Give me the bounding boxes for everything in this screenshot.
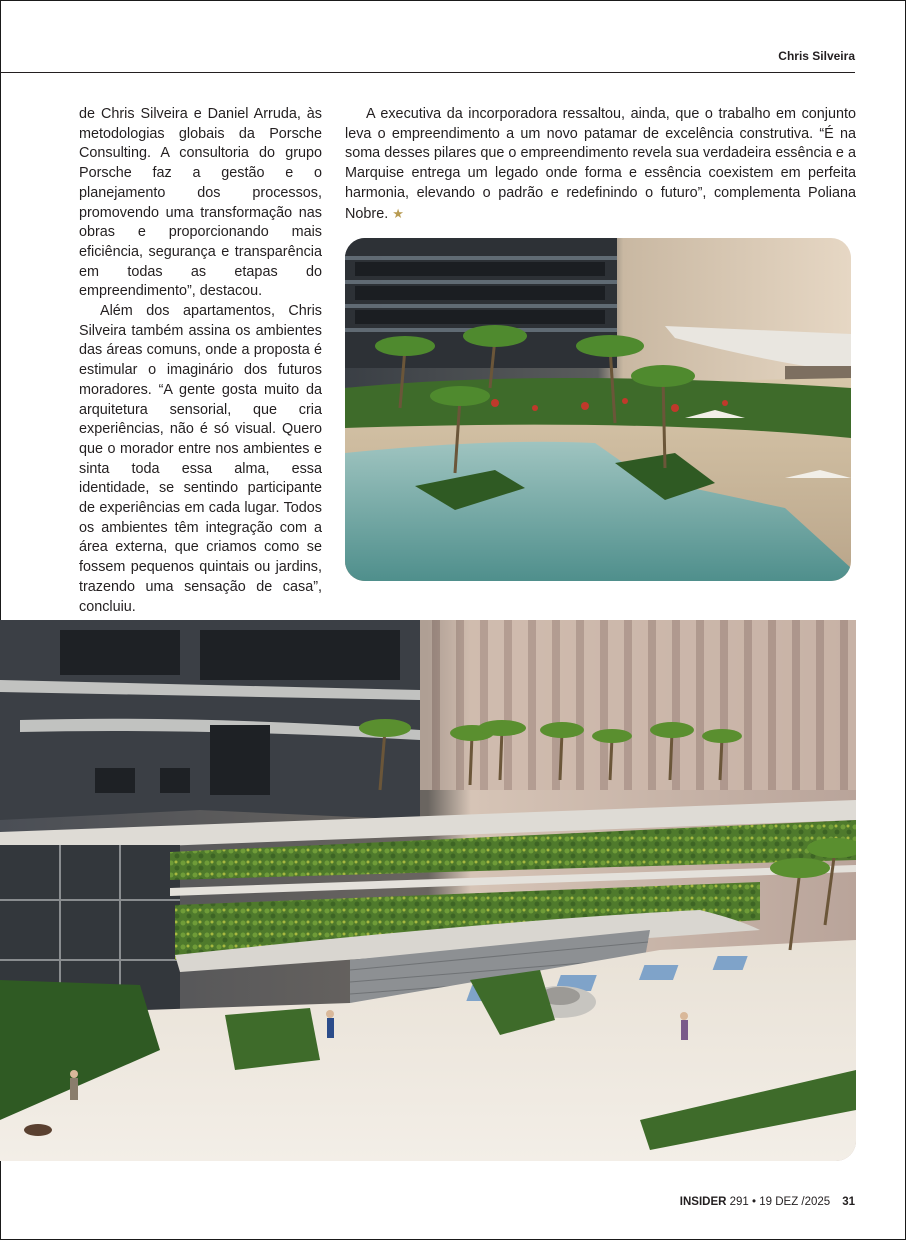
footer-issue: 291 • 19 DEZ /2025 [726,1196,831,1208]
photo-facade-model [0,620,856,1161]
photo-facade-model-image [0,620,856,1161]
header-author: Chris Silveira [778,49,855,63]
photo-pool-model-image [345,238,851,581]
left-paragraph-1: de Chris Silveira e Daniel Arruda, às metodologias globais da Porsche Consulting. A consultoria do grupo Porsche faz a gestão e o planejamento dos processos, promovendo uma transformação nas obras e proporcionando mais eficiência, segurança e transparência em todas as etapas do empreendimento”, destacou. [79,106,322,300]
right-paragraph [345,105,856,224]
left-column [79,105,322,617]
page-footer [680,1196,855,1208]
end-mark-star-icon: ★ [392,205,404,221]
left-paragraph-2: Além dos apartamentos, Chris Silveira também assina os ambientes das áreas comuns, onde a proposta é estimular o imaginário dos futuros moradores. “A gente gosta muito da arquitetura sensorial, que cria experiências, não é só visual. Quero que o morador entre nos ambientes e sinta toda essa alma, essa identidade, se sentindo participante de experiências em cada lugar. Todos os ambientes têm integração com a área externa, que criamos como se fossem pequenos quintais ou jardins, trazendo uma sensação de casa”, concluiu. [79,303,322,615]
header-rule [0,72,855,73]
right-paragraph-text: A executiva da incorporadora ressaltou, ainda, que o trabalho em conjunto leva o empreendimento a um novo patamar de excelência construtiva. “É na soma desses pilares que o empreendimento revela sua verdadeira essência e a Marquise entrega um legado onde forma e essência coexistem em perfeita harmonia, elevando o padrão e redefinindo o futuro”, complementa Poliana Nobre. [345,106,856,222]
right-column [345,105,856,224]
page-number: 31 [842,1196,855,1208]
photo-pool-model [345,238,851,581]
footer-brand: INSIDER [679,1196,727,1208]
